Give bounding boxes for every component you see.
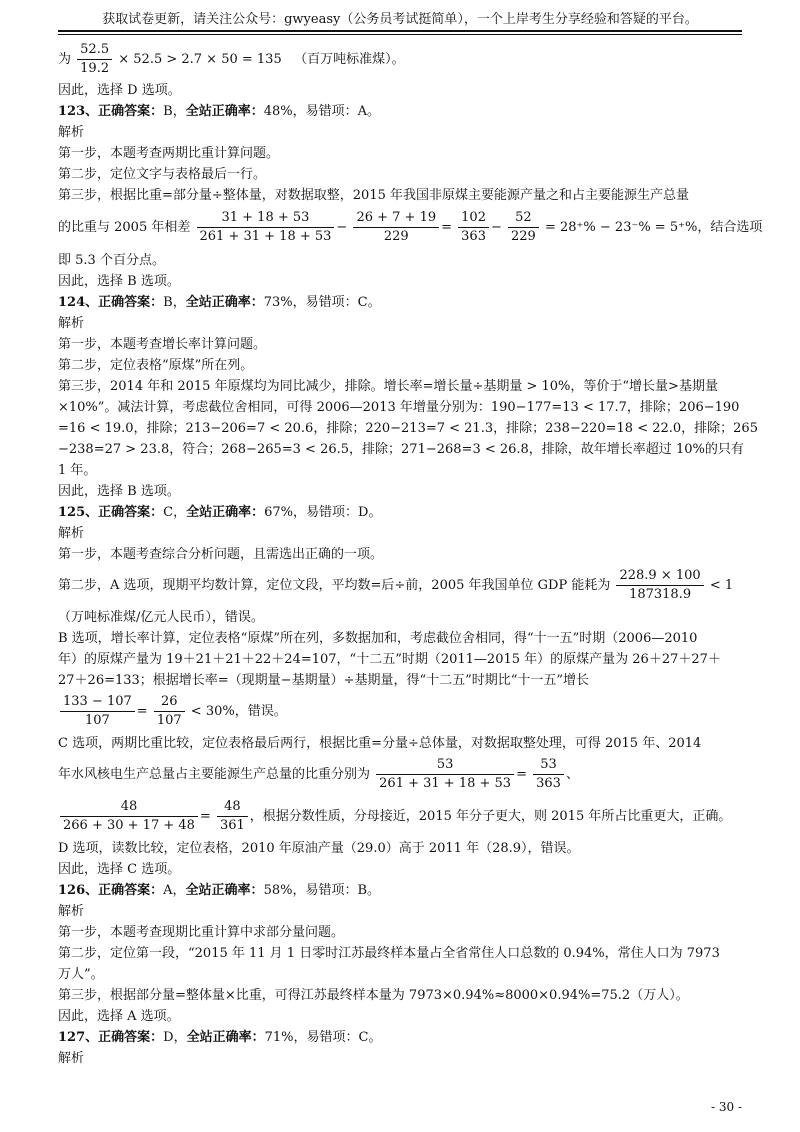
numerator: 48	[217, 798, 248, 817]
rate-label: 全站正确率：	[185, 295, 264, 310]
expression: < 1	[709, 578, 734, 593]
question-header	[58, 880, 748, 901]
unit: （百万吨标准煤）。	[294, 52, 405, 67]
page-number: - 30 -	[710, 1100, 742, 1114]
text: 第二步，A 选项，现期平均数计算，定位文段，平均数=后÷前，2005 年我国单位 GDP 能耗为	[58, 578, 611, 593]
answer-value: A，	[163, 883, 186, 898]
step: ×10%”。减法计算，考虑截位舍相同，可得 2006—2013 年增量分别为：190−177=13 < 17.7，排除；206−190	[58, 400, 740, 415]
text: 年水风核电生产总量占主要能源生产总量的比重分别为	[58, 767, 371, 782]
step: 第一步，本题考查增长率计算问题。	[58, 337, 267, 352]
fraction	[616, 567, 703, 604]
formula-line: 年水风核电生产总量占主要能源生产总量的比重分别为 $\frac{53}{261 + 31 + 18 + 53}$ = $\frac{53}{363}$ 、	[58, 757, 579, 791]
step: 第二步，定位表格“原煤”所在列。	[58, 358, 254, 373]
step: 第三步，2014 年和 2015 年原煤均为同比减少，排除。增长率=增长量÷基期量 > 10%，等价于“增长量>基期量	[58, 379, 718, 394]
question-number: 123、	[58, 104, 99, 119]
step: 万人”。	[58, 967, 104, 982]
formula-line: $\frac{48}{266 + 30 + 17 + 48}$ = $\frac{48}{361}$ ，根据分数性质，分母接近，2015 年分子更大，则 2015 年所占比重更大，正确。	[58, 796, 748, 838]
step: 第二步，定位文字与表格最后一行。	[58, 167, 267, 182]
expression: = 28⁺% − 23⁻% = 5⁺%	[544, 220, 698, 235]
fraction	[533, 756, 564, 793]
fraction	[60, 798, 198, 835]
step: B 选项，增长率计算，定位表格“原煤”所在列，多数据加和，考虑截位舍相同，得“十一五”时期（2006—2010	[58, 631, 698, 646]
rate-value: 67%，易错项：D。	[264, 505, 382, 520]
q122-formula-line	[58, 40, 748, 80]
text: ，错误。	[234, 704, 287, 719]
fraction	[353, 209, 439, 246]
denominator: 363	[536, 776, 561, 791]
formula-line: 的比重与 2005 年相差 $\frac{31 + 18 + 53}{261 + 31 + 18 + 53}$ − $\frac{26 + 7 + 19}{229}$ = $\frac{102}{363}$ − $\frac{52}{229}$ = 28⁺% − 23⁻% = 5⁺%，结合选项	[58, 210, 763, 244]
rate-label: 全站正确率：	[186, 1030, 265, 1045]
answer-label: 正确答案：	[98, 295, 164, 310]
fraction	[376, 756, 514, 793]
conclusion: 因此，选择 B 选项。	[58, 484, 180, 499]
fraction	[154, 693, 185, 730]
numerator: 53	[376, 756, 514, 775]
analysis-heading: 解析	[58, 1051, 85, 1066]
conclusion: 因此，选择 B 选项。	[58, 274, 180, 289]
header-rule	[58, 30, 742, 32]
denominator: 107	[84, 713, 110, 728]
step: 年）的原煤产量为 19＋21＋21＋22＋24=107，“十二五”时期（2011—2015 年）的原煤产量为 26＋27＋27＋	[58, 652, 721, 667]
question-header	[58, 1027, 748, 1048]
text: ，根据分数性质，分母接近，2015 年分子更大，则 2015 年所占比重更大，正确。	[249, 809, 732, 824]
text: 的比重与 2005 年相差	[58, 220, 191, 235]
numerator: 48	[60, 798, 198, 817]
numerator: 52.5	[77, 41, 112, 60]
fraction	[77, 41, 112, 78]
question-number: 125、	[58, 505, 99, 520]
page-header: 获取试卷更新，请关注公众号：gwyeasy（公务员考试挺简单），一个上岸考生分享经验和答疑的平台。	[102, 12, 698, 27]
expression: < 30%	[190, 704, 235, 719]
analysis-heading: 解析	[58, 316, 85, 331]
answer-value: D，	[163, 1030, 187, 1045]
question-number: 126、	[58, 883, 99, 898]
fraction	[458, 209, 489, 246]
fraction	[197, 209, 335, 246]
step: =16 < 19.0，排除；213−206=7 < 20.6，排除；220−213=7 < 21.3，排除；238−220=18 < 22.0，排除；265	[58, 421, 758, 436]
conclusion: 因此，选择 A 选项。	[58, 1009, 180, 1024]
step: 第三步，根据部分量=整体量×比重，可得江苏最终样本量为 7973×0.94%≈8000×0.94%=75.2（万人）。	[58, 988, 689, 1003]
denominator: 261 + 31 + 18 + 53	[199, 229, 332, 244]
rate-label: 全站正确率：	[186, 505, 265, 520]
answer-label: 正确答案：	[98, 505, 164, 520]
formula-line: $\frac{133 - 107}{107}$ = $\frac{26}{107}$ < 30%，错误。	[58, 691, 748, 733]
numerator: 53	[533, 756, 564, 775]
rate-value: 73%，易错项：C。	[263, 295, 381, 310]
step: 第一步，本题考查综合分析问题，且需选出正确的一项。	[58, 547, 384, 562]
step: D 选项，读数比较，定位表格，2010 年原油产量（29.0）高于 2011 年（28.9），错误。	[58, 841, 580, 856]
answer-label: 正确答案：	[98, 1030, 164, 1045]
step: 1 年。	[58, 463, 97, 478]
analysis-heading: 解析	[58, 526, 85, 541]
conclusion: 因此，选择 D 选项。	[58, 83, 181, 98]
question-header	[58, 292, 748, 313]
rate-label: 全站正确率：	[185, 883, 264, 898]
analysis-heading: 解析	[58, 125, 85, 140]
answer-value: B，	[163, 295, 186, 310]
fraction	[217, 798, 248, 835]
numerator: 52	[508, 209, 539, 228]
numerator: 228.9 × 100	[616, 567, 703, 586]
header-rule-thin	[58, 34, 742, 35]
formula-line	[58, 565, 748, 607]
rate-value: 71%，易错项：C。	[264, 1030, 382, 1045]
denominator: 229	[383, 229, 409, 244]
step: （万吨标准煤/亿元人民币），错误。	[58, 610, 264, 625]
question-number: 124、	[58, 295, 99, 310]
step: −238=27 > 23.8，符合；268−265=3 < 26.5，排除；271−268=3 < 26.8，排除，故年增长率超过 10%的只有	[58, 442, 744, 457]
numerator: 26 + 7 + 19	[353, 209, 439, 228]
numerator: 102	[458, 209, 489, 228]
denominator: 363	[461, 229, 486, 244]
step: 第三步，根据比重=部分量÷整体量，对数据取整，2015 年我国非原煤主要能源产量之和占主要能源生产总量	[58, 188, 690, 203]
numerator: 26	[154, 693, 185, 712]
rate-label: 全站正确率：	[185, 104, 264, 119]
document-body	[58, 40, 763, 1069]
analysis-heading: 解析	[58, 904, 85, 919]
answer-label: 正确答案：	[98, 883, 164, 898]
text: ，结合选项	[697, 220, 763, 235]
denominator: 187318.9	[629, 587, 692, 602]
answer-value: C，	[163, 505, 187, 520]
step: 27＋26=133；根据增长率=（现期量−基期量）÷基期量，得“十二五”时期比“十一五”增长	[58, 673, 590, 688]
conclusion: 因此，选择 C 选项。	[58, 862, 181, 877]
step: 第一步，本题考查现期比重计算中求部分量问题。	[58, 925, 345, 940]
denominator: 261 + 31 + 18 + 53	[379, 776, 512, 791]
denominator: 19.2	[80, 61, 110, 76]
numerator: 133 − 107	[60, 693, 135, 712]
denominator: 229	[511, 229, 536, 244]
fraction	[508, 209, 539, 246]
rate-value: 58%，易错项：B。	[263, 883, 381, 898]
question-header	[58, 101, 748, 122]
step: 即 5.3 个百分点。	[58, 253, 165, 268]
fraction	[60, 693, 135, 730]
denominator: 107	[156, 713, 182, 728]
expression: × 52.5 > 2.7 × 50 = 135	[118, 52, 282, 67]
text: 、	[565, 767, 579, 782]
rate-value: 48%，易错项：A。	[263, 104, 381, 119]
answer-value: B，	[163, 104, 186, 119]
question-number: 127、	[58, 1030, 99, 1045]
step: 第一步，本题考查两期比重计算问题。	[58, 146, 280, 161]
step: C 选项，两期比重比较，定位表格最后两行，根据比重=分量÷总体量，对数据取整处理，可得 2015 年、2014	[58, 736, 702, 751]
question-header	[58, 502, 748, 523]
answer-label: 正确答案：	[98, 104, 164, 119]
denominator: 266 + 30 + 17 + 48	[63, 818, 195, 833]
denominator: 361	[219, 818, 245, 833]
numerator: 31 + 18 + 53	[197, 209, 335, 228]
step: 第二步，定位第一段，“2015 年 11 月 1 日零时江苏最终样本量占全省常住人口总数的 0.94%，常住人口为 7973	[58, 946, 720, 961]
text: 为	[58, 52, 72, 67]
